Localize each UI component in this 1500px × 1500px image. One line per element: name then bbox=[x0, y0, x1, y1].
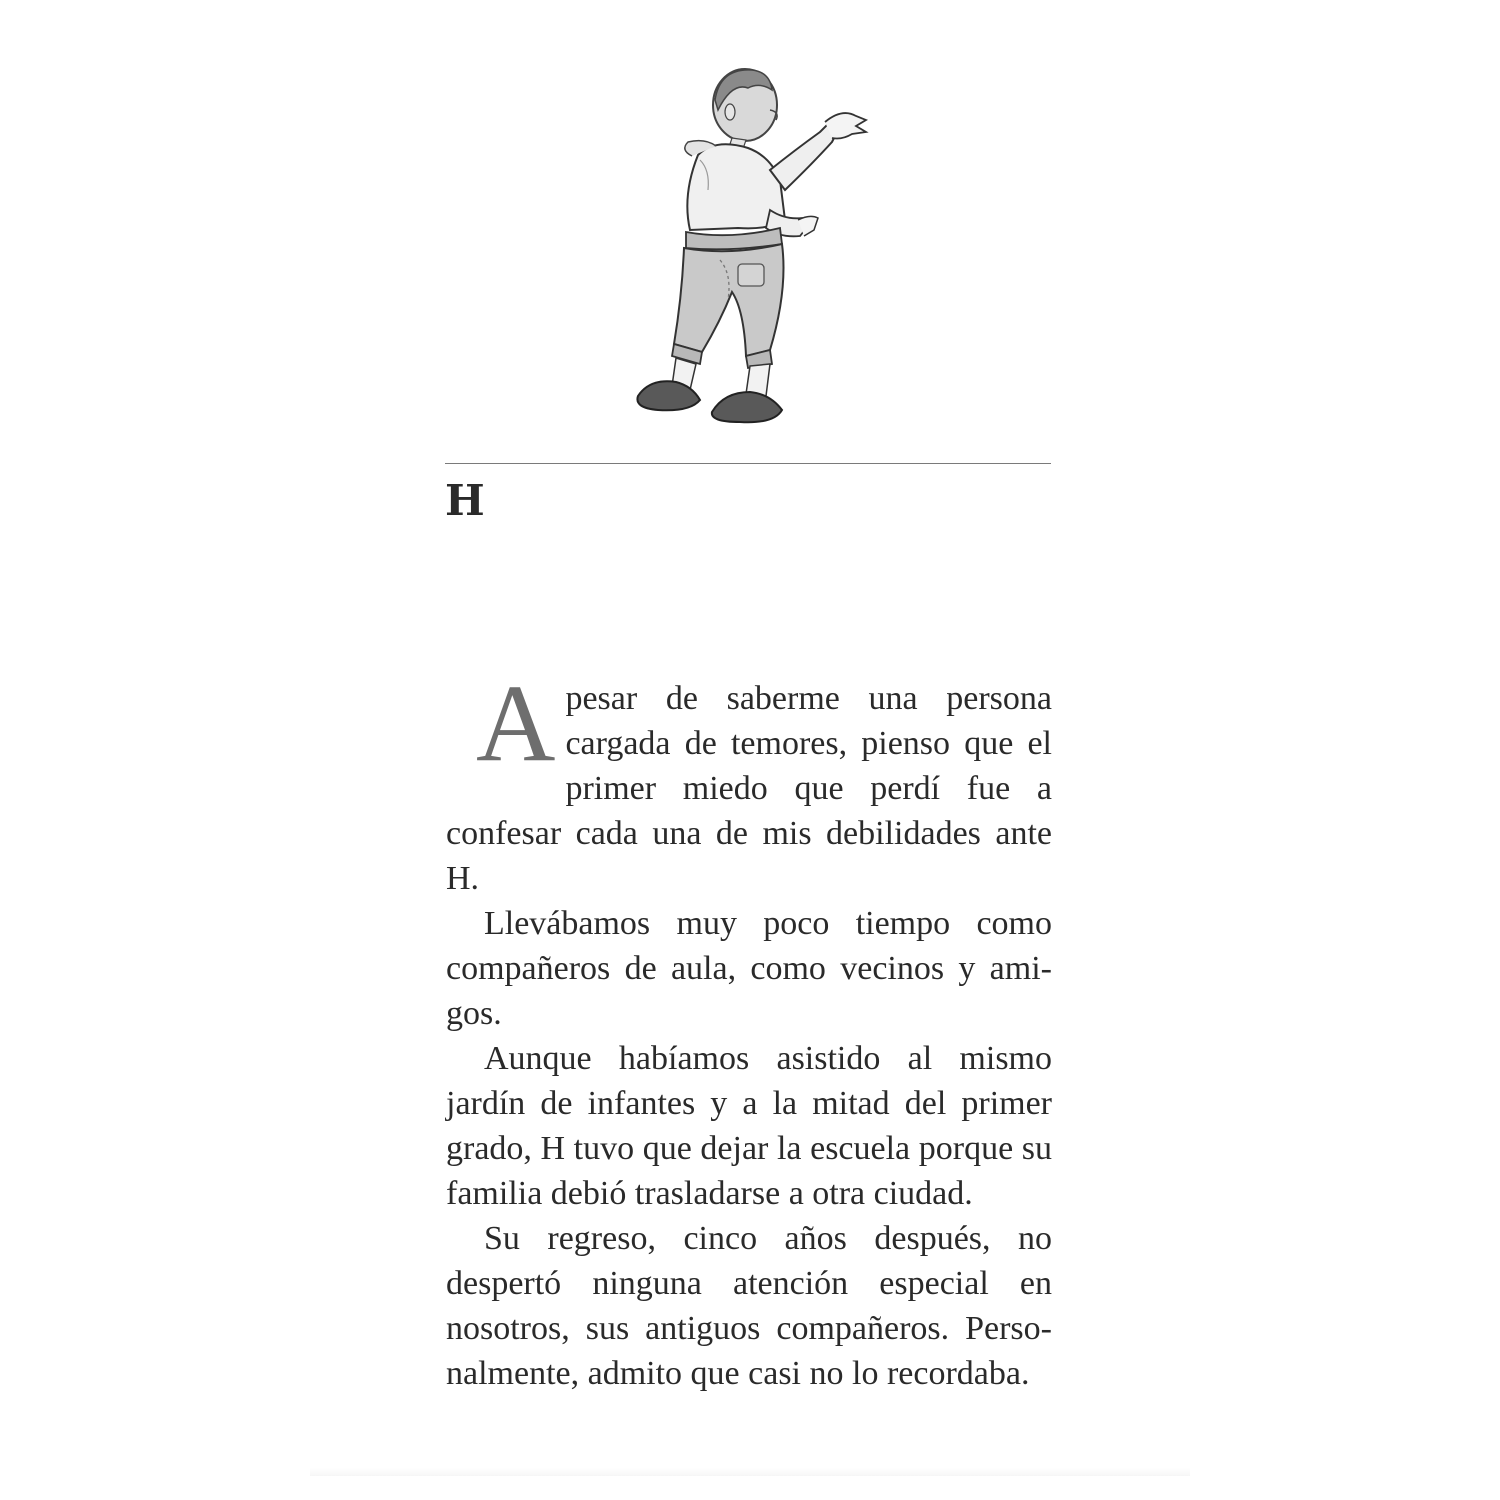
paragraph-1-text: pesar de saberme una persona cargada de temores, pienso que el primer miedo que perdí fue a confesar cada una de mis debilidades ante H. bbox=[446, 680, 1052, 897]
chapter-title: H bbox=[445, 476, 485, 525]
paragraph-2: Llevábamos muy poco tiempo como compañeros de aula, como vecinos y amigos. bbox=[446, 905, 1052, 1032]
paragraph-4: Su regreso, cinco años después, no despertó ninguna atención especial en nosotros, sus antiguos compañeros. Personalmente, admito que casi no lo recordaba. bbox=[446, 1220, 1052, 1392]
boy-dancing-icon bbox=[620, 60, 880, 440]
paragraph-1 bbox=[446, 662, 1052, 901]
chapter-divider bbox=[445, 463, 1051, 464]
drop-cap: A bbox=[476, 662, 556, 784]
page-bottom-shadow bbox=[310, 1468, 1190, 1476]
paragraph-3: Aunque habíamos asistido al mismo jardín de infantes y a la mitad del primer grado, H tuvo que dejar la escuela porque su familia debió trasladarse a otra ciudad. bbox=[446, 1040, 1052, 1212]
chapter-body bbox=[446, 662, 1052, 1396]
